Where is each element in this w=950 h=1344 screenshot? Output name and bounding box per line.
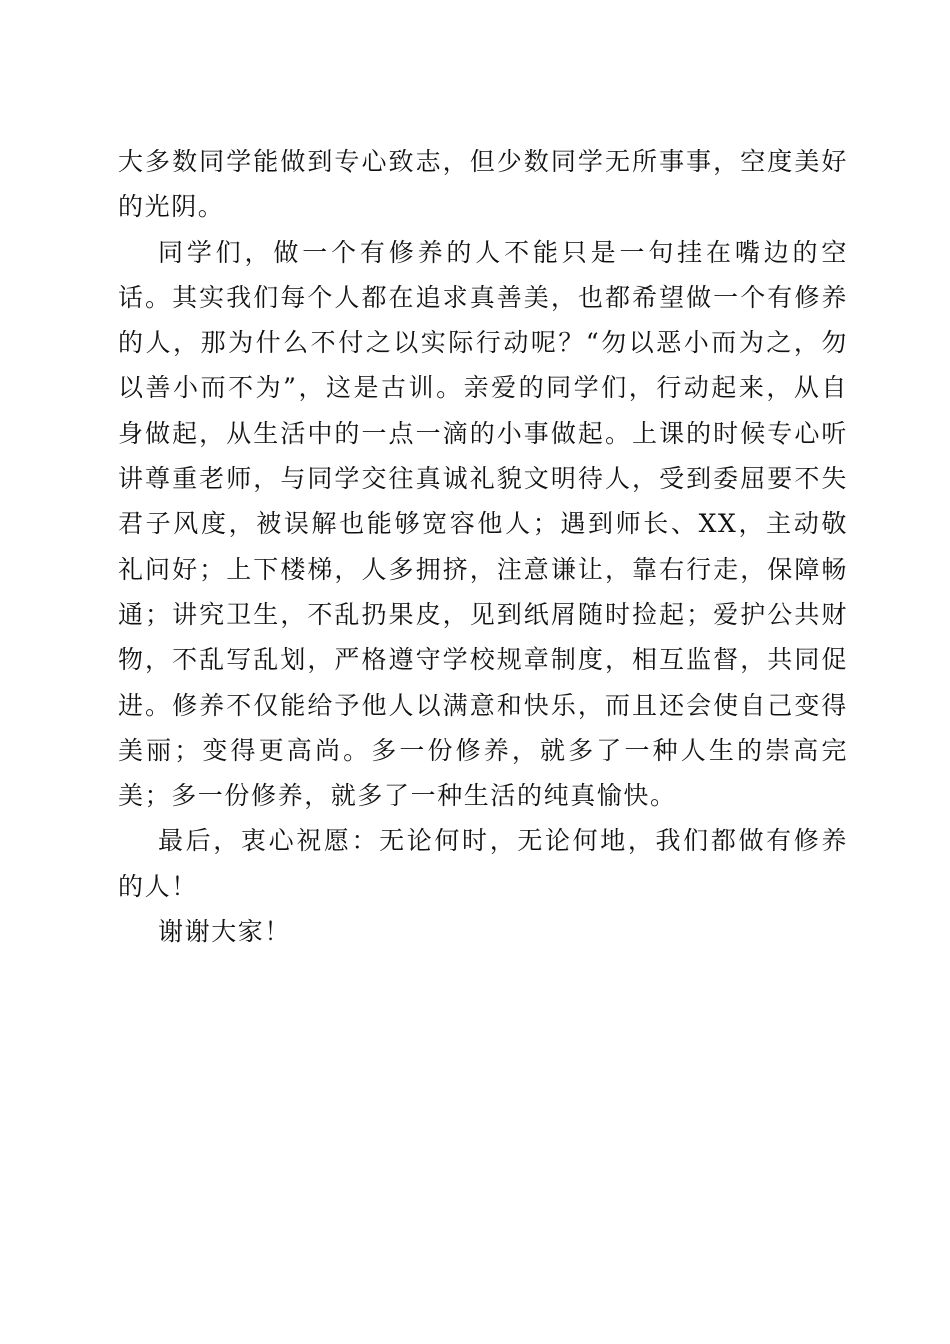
paragraph-continuation: 大多数同学能做到专心致志，但少数同学无所事事，空度美好的光阴。 bbox=[118, 147, 848, 222]
paragraph-closing-wish: 最后，衷心祝愿：无论何时，无论何地，我们都做有修养的人！ bbox=[118, 826, 848, 901]
paragraph-main: 同学们，做一个有修养的人不能只是一句挂在嘴边的空话。其实我们每个人都在追求真善美，也都希望做一个有修养的人，那为什么不付之以实际行动呢？“勿以恶小而为之，勿以善小而不为”，这是古训。亲爱的同学们，行动起来，从自身做起，从生活中的一点一滴的小事做起。上课的时候专心听讲尊重老师，与同学交往真诚礼貌文明待人，受到委屈要不失君子风度，被误解也能够宽容他人；遇到师长、XX，主动敬礼问好；上下楼梯，人多拥挤，注意谦让，靠右行走，保障畅通；讲究卫生，不乱扔果皮，见到纸屑随时捡起；爱护公共财物，不乱写乱划，严格遵守学校规章制度，相互监督，共同促进。修养不仅能给予他人以满意和快乐，而且还会使自己变得美丽；变得更高尚。多一份修养，就多了一种人生的崇高完美；多一份修养，就多了一种生活的纯真愉快。 bbox=[118, 237, 848, 811]
paragraph-thanks: 谢谢大家！ bbox=[158, 917, 292, 947]
document-body bbox=[118, 139, 848, 954]
